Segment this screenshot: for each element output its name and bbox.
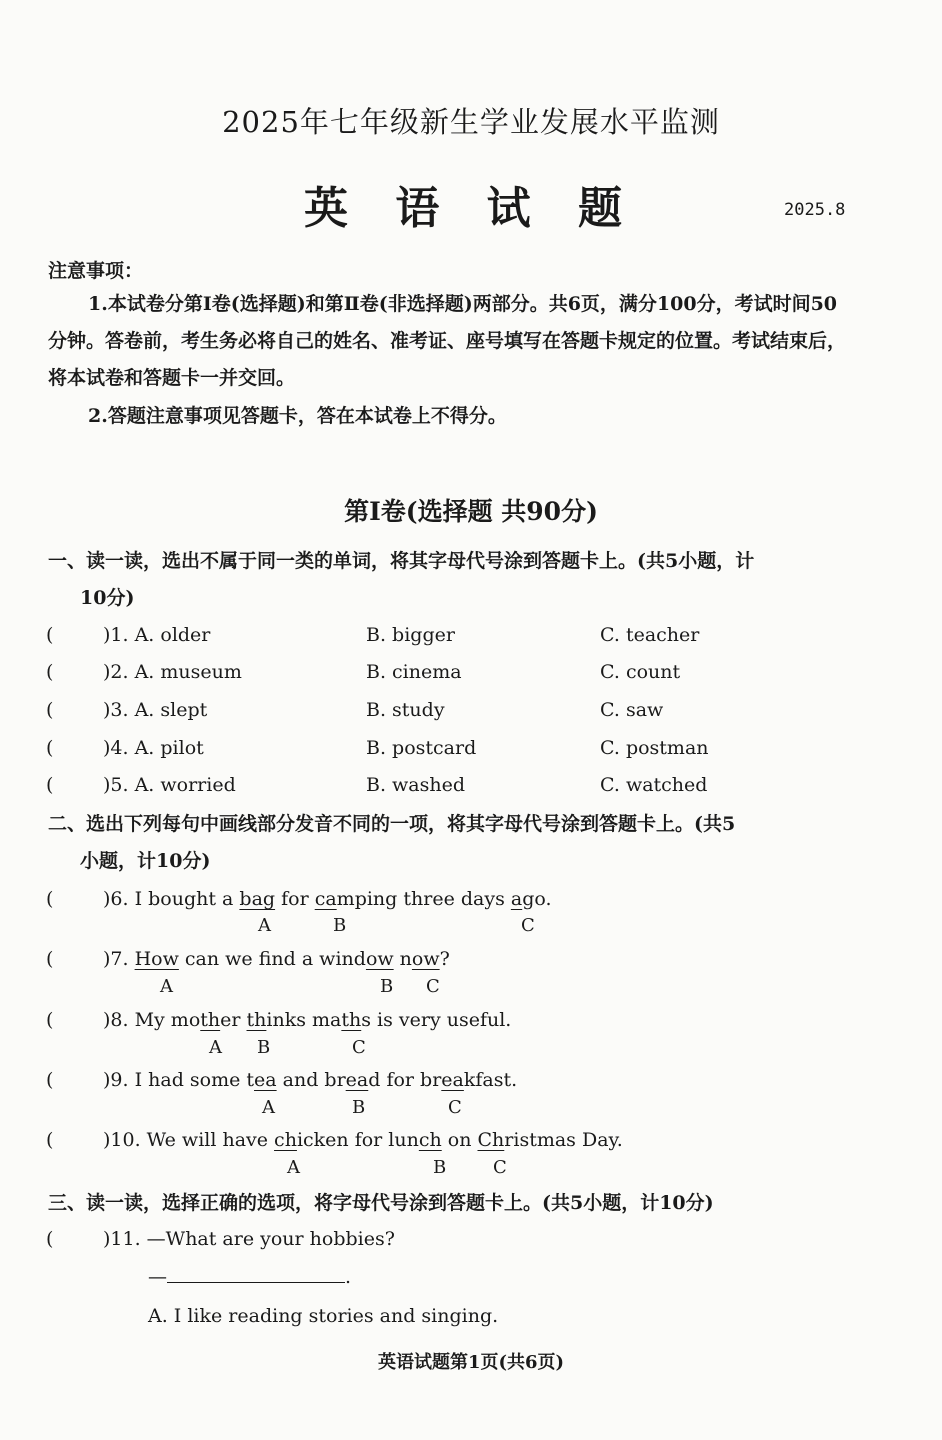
section-1-heading <box>48 543 848 617</box>
q2-option-b: B. cinema <box>366 661 462 683</box>
q7-underline-a: How <box>134 948 179 970</box>
q9-label-a: A <box>262 1097 275 1118</box>
q8-underline-b: th <box>246 1009 267 1031</box>
q3-option-a: )3. A. slept <box>103 699 208 721</box>
q3-option-b: B. study <box>366 699 445 721</box>
q6-label-b: B <box>333 915 347 936</box>
q8-text: s is very useful. <box>361 1009 512 1031</box>
q6-text: go. <box>522 888 552 910</box>
section-2-heading <box>48 806 848 880</box>
q8-underline-a: th <box>200 1009 221 1031</box>
answer-paren: ( <box>46 1228 54 1250</box>
section-1-heading-line2: 10分) <box>80 587 135 609</box>
q8-text: er <box>220 1009 247 1031</box>
q4-option-c: C. postman <box>600 737 709 759</box>
answer-paren: ( <box>46 1129 54 1151</box>
page-footer: 英语试题第1页(共6页) <box>377 1352 565 1373</box>
question-11: )11. —What are your hobbies? <box>103 1228 395 1250</box>
q10-underline-c: Ch <box>477 1129 505 1151</box>
q7-label-c: C <box>426 976 440 997</box>
q7-underline-b: ow <box>365 948 394 970</box>
notes-item-1: 1.本试卷分第Ⅰ卷(选择题)和第Ⅱ卷(非选择题)两部分。共6页，满分100分，考试时间50分钟。答卷前，考生务必将自己的姓名、准考证、座号填写在答题卡规定的位置。考试结束后，将本试卷和答题卡一并交回。 <box>48 293 847 389</box>
q6-label-c: C <box>521 915 535 936</box>
q8-underline-c: th <box>341 1009 362 1031</box>
q9-label-c: C <box>448 1097 462 1118</box>
q10-text: icken for lun <box>296 1129 419 1151</box>
q8-label-b: B <box>257 1037 271 1058</box>
q5-option-a: )5. A. worried <box>103 774 236 796</box>
answer-paren: ( <box>46 661 54 683</box>
q9-underline-b: ea <box>345 1069 369 1091</box>
q7-label-b: B <box>380 976 394 997</box>
q9-underline-a: ea <box>254 1069 277 1091</box>
q1-option-b: B. bigger <box>366 624 455 646</box>
period-mark: . <box>345 1266 352 1288</box>
question-7 <box>103 948 450 970</box>
q7-text: ? <box>439 948 450 970</box>
notes-item-2: 2.答题注意事项见答题卡，答在本试卷上不得分。 <box>88 405 507 427</box>
answer-paren: ( <box>46 1009 54 1031</box>
q1-option-c: C. teacher <box>600 624 700 646</box>
q7-underline-c: ow <box>411 948 440 970</box>
q10-text: on <box>441 1129 478 1151</box>
q8-label-a: A <box>209 1037 222 1058</box>
q10-text: )10. We will have <box>103 1129 275 1151</box>
q7-label-a: A <box>160 976 173 997</box>
q10-label-a: A <box>287 1157 300 1178</box>
section-1-heading-line1: 一、读一读，选出不属于同一类的单词，将其字母代号涂到答题卡上。(共5小题，计 <box>48 550 755 572</box>
answer-blank <box>167 1266 345 1283</box>
answer-paren: ( <box>46 737 54 759</box>
q9-label-b: B <box>352 1097 366 1118</box>
answer-paren: ( <box>46 699 54 721</box>
subject-title: 英 语 试 题 <box>304 183 638 234</box>
question-9 <box>103 1069 517 1091</box>
exam-date: 2025.8 <box>784 200 846 220</box>
question-10 <box>103 1129 623 1151</box>
q6-text: for <box>275 888 315 910</box>
q4-option-b: B. postcard <box>366 737 477 759</box>
q8-text: )8. My mo <box>103 1009 201 1031</box>
q9-text: d for br <box>368 1069 442 1091</box>
dash-mark: — <box>148 1266 167 1288</box>
answer-paren: ( <box>46 948 54 970</box>
q7-text: )7. <box>103 948 135 970</box>
q10-underline-b: ch <box>418 1129 442 1151</box>
section-2-heading-line1: 二、选出下列每句中画线部分发音不同的一项，将其字母代号涂到答题卡上。(共5 <box>48 813 736 835</box>
q10-underline-a: ch <box>274 1129 297 1151</box>
notes-heading: 注意事项： <box>48 260 144 282</box>
q9-text: and br <box>276 1069 346 1091</box>
q7-text: can we find a wind <box>178 948 366 970</box>
answer-paren: ( <box>46 1069 54 1091</box>
answer-paren: ( <box>46 888 54 910</box>
q9-text: )9. I had some t <box>103 1069 255 1091</box>
answer-paren: ( <box>46 774 54 796</box>
q6-label-a: A <box>258 915 271 936</box>
q11-option-a: A. I like reading stories and singing. <box>148 1305 499 1327</box>
q6-underline-a: bag <box>239 888 276 910</box>
q6-underline-c: a <box>510 888 523 910</box>
section-2-heading-line2: 小题，计10分) <box>80 850 211 872</box>
question-6 <box>103 888 552 910</box>
answer-paren: ( <box>46 624 54 646</box>
q2-option-a: )2. A. museum <box>103 661 242 683</box>
q7-text: n <box>393 948 412 970</box>
q8-text: inks ma <box>266 1009 342 1031</box>
exam-title: 2025年七年级新生学业发展水平监测 <box>222 105 720 139</box>
question-8 <box>103 1009 511 1031</box>
q1-option-a: )1. A. older <box>103 624 211 646</box>
q10-text: ristmas Day. <box>504 1129 623 1151</box>
volume-title: 第Ⅰ卷(选择题 共90分) <box>344 497 598 526</box>
q2-option-c: C. count <box>600 661 681 683</box>
q9-underline-c: ea <box>441 1069 464 1091</box>
q9-text: kfast. <box>463 1069 518 1091</box>
section-3-heading: 三、读一读，选择正确的选项，将字母代号涂到答题卡上。(共5小题，计10分) <box>48 1192 714 1214</box>
q10-label-b: B <box>433 1157 447 1178</box>
q10-label-c: C <box>493 1157 507 1178</box>
q8-label-c: C <box>352 1037 366 1058</box>
q6-underline-b: ca <box>314 888 337 910</box>
q5-option-b: B. washed <box>366 774 466 796</box>
q3-option-c: C. saw <box>600 699 664 721</box>
q6-text: )6. I bought a <box>103 888 240 910</box>
q4-option-a: )4. A. pilot <box>103 737 204 759</box>
q6-text: mping three days <box>336 888 511 910</box>
answer-line <box>148 1266 351 1288</box>
q5-option-c: C. watched <box>600 774 708 796</box>
